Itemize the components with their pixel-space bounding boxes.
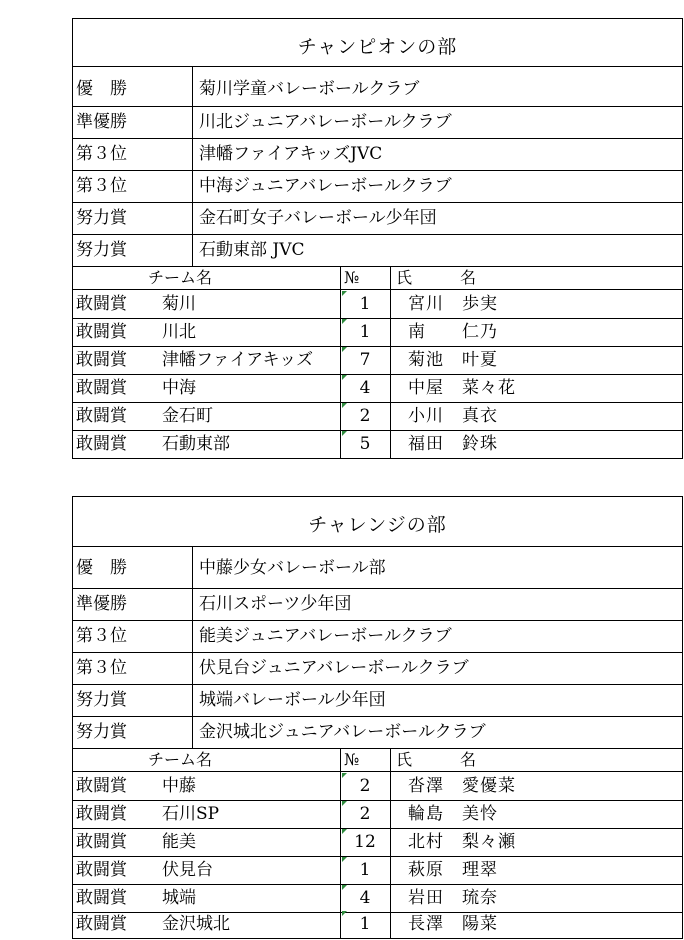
- player-team-cell: 中藤: [162, 776, 196, 796]
- player-award-cell: 敢闘賞: [76, 888, 127, 908]
- player-row: [72, 856, 683, 884]
- player-team-cell: 石動東部: [162, 434, 230, 454]
- player-no-cell: 12: [354, 832, 376, 852]
- champion-title: チャンピオンの部: [297, 36, 458, 58]
- result-row: [72, 138, 683, 170]
- player-team-cell: 城端: [162, 888, 196, 908]
- player-team-cell: 伏見台: [162, 860, 213, 880]
- player-award-cell: 敢闘賞: [76, 914, 127, 934]
- result-label: 第３位: [76, 144, 127, 164]
- player-team-cell: 中海: [162, 378, 196, 398]
- player-name-cell: 北村 梨々瀬: [408, 832, 516, 852]
- player-team-cell: 津幡ファイアキッズ: [162, 350, 314, 370]
- result-team: 中海ジュニアバレーボールクラブ: [199, 176, 452, 196]
- player-name-cell: 沓澤 愛優菜: [408, 776, 516, 796]
- player-award-cell: 敢闘賞: [76, 294, 127, 314]
- result-label: 準優勝: [76, 112, 127, 132]
- result-label: 第３位: [76, 176, 127, 196]
- player-award-cell: 敢闘賞: [76, 350, 127, 370]
- player-award-cell: 敢闘賞: [76, 804, 127, 824]
- challenge-section: [72, 496, 683, 939]
- player-name-cell: 岩田 琉奈: [408, 888, 498, 908]
- player-row: [72, 374, 683, 402]
- header-name: 氏 名: [396, 268, 477, 287]
- header-name: 氏 名: [396, 750, 477, 769]
- player-name-cell: 南 仁乃: [408, 322, 498, 342]
- player-table-header: [72, 267, 683, 289]
- result-row: [72, 588, 683, 620]
- challenge-title: チャレンジの部: [308, 514, 447, 536]
- player-row: [72, 910, 683, 938]
- result-label: 努力賞: [76, 690, 127, 710]
- result-label: 準優勝: [76, 594, 127, 614]
- result-team: 石川スポーツ少年団: [199, 594, 352, 614]
- result-label: 努力賞: [76, 240, 127, 260]
- result-label: 第３位: [76, 626, 127, 646]
- player-award-cell: 敢闘賞: [76, 860, 127, 880]
- champion-section: [72, 18, 683, 459]
- player-no-cell: 1: [359, 294, 371, 314]
- player-no-cell: 2: [359, 776, 371, 796]
- result-row: [72, 652, 683, 684]
- player-row: [72, 800, 683, 828]
- player-row: [72, 290, 683, 318]
- header-team: チーム名: [148, 750, 213, 769]
- player-team-cell: 金沢城北: [162, 914, 230, 934]
- result-row: [72, 552, 683, 584]
- player-row: [72, 772, 683, 800]
- result-team: 城端バレーボール少年団: [199, 690, 386, 710]
- player-name-cell: 菊池 叶夏: [408, 350, 498, 370]
- result-row: [72, 170, 683, 202]
- result-label: 努力賞: [76, 722, 127, 742]
- player-name-cell: 宮川 歩実: [408, 294, 498, 314]
- player-name-cell: 中屋 菜々花: [408, 378, 516, 398]
- result-row: [72, 716, 683, 748]
- player-name-cell: 小川 真衣: [408, 406, 498, 426]
- result-team: 伏見台ジュニアバレーボールクラブ: [199, 658, 469, 678]
- result-team: 金石町女子バレーボール少年団: [199, 208, 437, 228]
- player-team-cell: 金石町: [162, 406, 213, 426]
- player-no-cell: 1: [359, 322, 371, 342]
- player-row: [72, 828, 683, 856]
- result-row: [72, 620, 683, 652]
- player-row: [72, 884, 683, 912]
- result-team: 川北ジュニアバレーボールクラブ: [199, 112, 452, 132]
- player-name-cell: 福田 鈴珠: [408, 434, 498, 454]
- result-team: 菊川学童バレーボールクラブ: [199, 79, 420, 99]
- result-team: 中藤少女バレーボール部: [199, 558, 386, 578]
- header-no: №: [344, 268, 360, 287]
- player-no-cell: 7: [359, 350, 371, 370]
- player-team-cell: 菊川: [162, 294, 196, 314]
- player-no-cell: 4: [359, 378, 371, 398]
- player-name-cell: 輪島 美怜: [408, 804, 498, 824]
- player-award-cell: 敢闘賞: [76, 776, 127, 796]
- result-row: [72, 684, 683, 716]
- header-no: №: [344, 750, 360, 769]
- table-rule: [72, 66, 683, 67]
- result-label: 第３位: [76, 658, 127, 678]
- result-row: [72, 106, 683, 138]
- player-no-cell: 5: [359, 434, 371, 454]
- player-award-cell: 敢闘賞: [76, 378, 127, 398]
- result-row: [72, 73, 683, 105]
- player-team-cell: 能美: [162, 832, 196, 852]
- result-team: 能美ジュニアバレーボールクラブ: [199, 626, 452, 646]
- player-award-cell: 敢闘賞: [76, 434, 127, 454]
- player-table-header: [72, 749, 683, 771]
- player-award-cell: 敢闘賞: [76, 406, 127, 426]
- player-row: [72, 430, 683, 458]
- player-award-cell: 敢闘賞: [76, 832, 127, 852]
- player-no-cell: 2: [359, 406, 371, 426]
- result-team: 金沢城北ジュニアバレーボールクラブ: [199, 722, 486, 742]
- player-row: [72, 402, 683, 430]
- player-name-cell: 長澤 陽菜: [408, 914, 498, 934]
- player-row: [72, 346, 683, 374]
- result-label: 優 勝: [76, 558, 127, 578]
- result-label: 努力賞: [76, 208, 127, 228]
- player-team-cell: 川北: [162, 322, 196, 342]
- table-rule: [72, 546, 683, 547]
- player-row: [72, 318, 683, 346]
- result-team: 石動東部 JVC: [199, 240, 305, 260]
- player-no-cell: 2: [359, 804, 371, 824]
- player-no-cell: 1: [359, 860, 371, 880]
- result-team: 津幡ファイアキッズJVC: [199, 144, 383, 164]
- player-no-cell: 1: [359, 914, 371, 934]
- player-award-cell: 敢闘賞: [76, 322, 127, 342]
- result-row: [72, 202, 683, 234]
- player-name-cell: 萩原 理翠: [408, 860, 498, 880]
- player-team-cell: 石川SP: [162, 804, 220, 824]
- player-no-cell: 4: [359, 888, 371, 908]
- result-label: 優 勝: [76, 79, 127, 99]
- result-row: [72, 234, 683, 266]
- header-team: チーム名: [148, 268, 213, 287]
